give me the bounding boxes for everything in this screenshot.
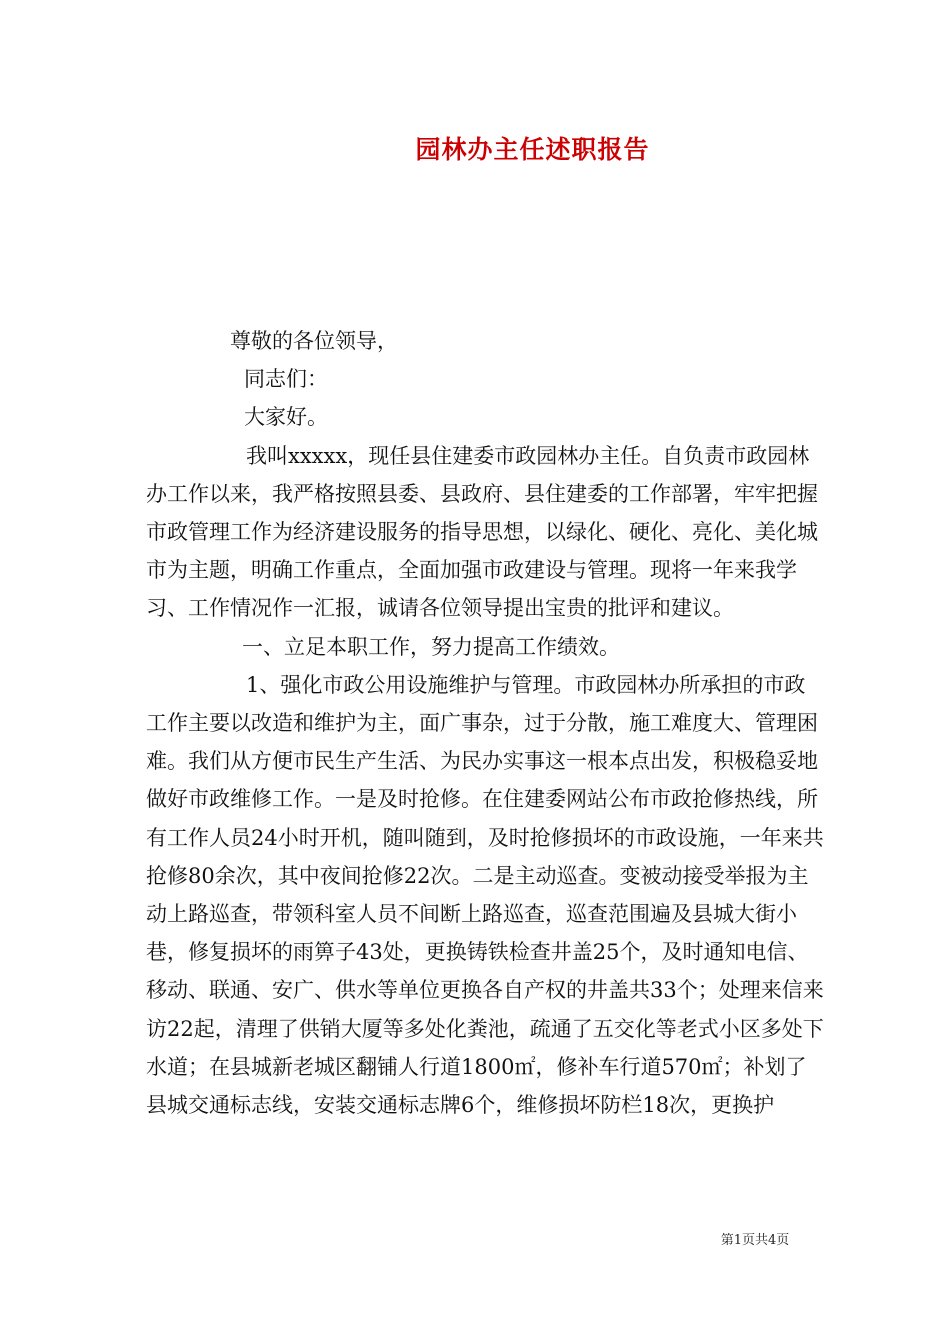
section-paragraph: 1、强化市政公用设施维护与管理。市政园林办所承担的市政工作主要以改造和维护为主，面广事杂，过于分散，施工难度大、管理困难。我们从方便市民生产生活、为民办实事这一根本点出发，积极稳妥地做好市政维修工作。一是及时抢修。在住建委网站公布市政抢修热线，所有工作人员24小时开机，随叫随到，及时抢修损坏的市政设施，一年来共抢修80余次，其中夜间抢修22次。二是主动巡查。变被动接受举报为主动上路巡查，带领科室人员不间断上路巡查，巡查范围遍及县城大街小巷，修复损坏的雨箅子43处，更换铸铁检查井盖25个，及时通知电信、移动、联通、安广、供水等单位更换各自产权的井盖共33个；处理来信来访22起，清理了供销大厦等多处化粪池，疏通了五交化等老式小区多处下水道；在县城新老城区翻铺人行道1800㎡，修补车行道570㎡；补划了县城交通标志线，安装交通标志牌6个，维修损坏防栏18次，更换护 bbox=[146, 672, 824, 1118]
page-number-footer: 第1页共4页 bbox=[720, 1233, 790, 1248]
salutation: 尊敬的各位领导， bbox=[230, 329, 398, 353]
document-body bbox=[146, 322, 826, 1124]
document-title: 园林办主任述职报告 bbox=[415, 135, 650, 164]
section-heading: 一、立足本职工作，努力提高工作绩效。 bbox=[242, 634, 620, 659]
intro-paragraph: 我叫xxxxx，现任县住建委市政园林办主任。自负责市政园林办工作以来，我严格按照县委、县政府、县住建委的工作部署，牢牢把握市政管理工作为经济建设服务的指导思想，以绿化、硬化、亮化、美化城市为主题，明确工作重点，全面加强市政建设与管理。现将一年来我学习、工作情况作一汇报，诚请各位领导提出宝贵的批评和建议。 bbox=[146, 443, 818, 621]
greeting-hello: 大家好。 bbox=[244, 405, 328, 430]
greeting-colleagues: 同志们： bbox=[244, 367, 328, 392]
